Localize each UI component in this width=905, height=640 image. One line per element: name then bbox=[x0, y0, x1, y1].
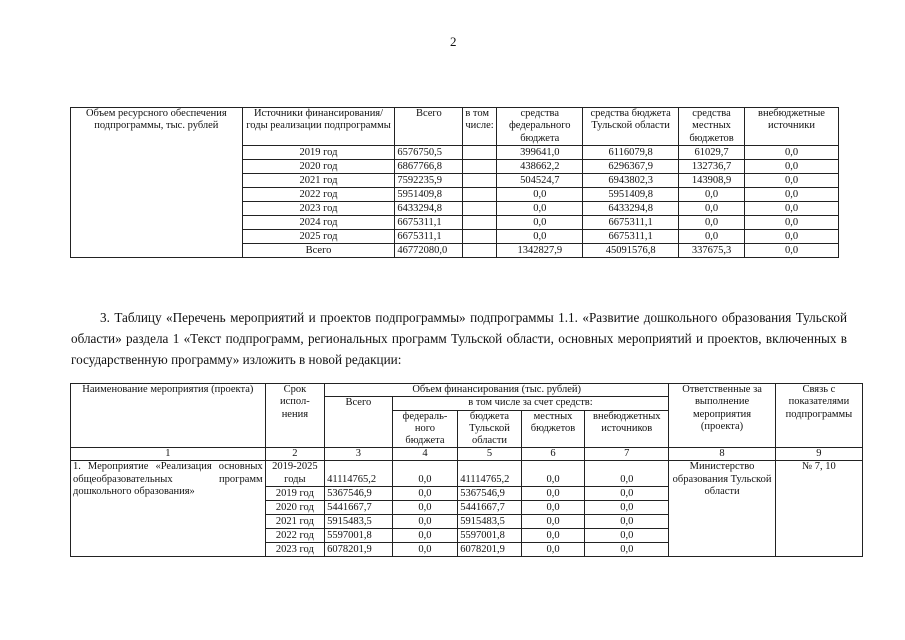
regional-cell: 5951409,8 bbox=[583, 187, 679, 201]
column-number: 8 bbox=[669, 448, 776, 461]
regional-cell: 6675311,1 bbox=[583, 229, 679, 243]
column-number: 2 bbox=[265, 448, 324, 461]
federal-cell: 1342827,9 bbox=[497, 243, 583, 257]
column-number: 3 bbox=[325, 448, 393, 461]
header-funding: Объем финансирования (тыс. рублей) bbox=[325, 384, 669, 397]
local-cell: 0,0 bbox=[521, 529, 585, 543]
extra-cell: 0,0 bbox=[745, 229, 839, 243]
empty-cell bbox=[463, 229, 497, 243]
total-cell: 6867766,8 bbox=[395, 159, 463, 173]
link-cell: № 7, 10 bbox=[775, 461, 862, 557]
column-number: 9 bbox=[775, 448, 862, 461]
federal-cell: 438662,2 bbox=[497, 159, 583, 173]
year-cell: 2023 год bbox=[242, 201, 395, 215]
local-cell: 0,0 bbox=[679, 215, 745, 229]
federal-cell: 0,0 bbox=[497, 229, 583, 243]
term-cell: 2021 год bbox=[265, 515, 324, 529]
extra-cell: 0,0 bbox=[745, 187, 839, 201]
page-number: 2 bbox=[450, 34, 457, 49]
resource-table bbox=[70, 107, 839, 258]
header-incl: в том числе: bbox=[463, 108, 497, 146]
federal-cell: 0,0 bbox=[392, 501, 458, 515]
local-cell: 0,0 bbox=[521, 543, 585, 557]
empty-cell bbox=[463, 201, 497, 215]
extra-cell: 0,0 bbox=[745, 201, 839, 215]
total-cell: 5597001,8 bbox=[325, 529, 393, 543]
header-name: Наименование мероприятия (проекта) bbox=[71, 384, 266, 448]
regional-cell: 45091576,8 bbox=[583, 243, 679, 257]
empty-cell bbox=[463, 173, 497, 187]
table-row bbox=[71, 461, 863, 487]
extra-cell: 0,0 bbox=[745, 145, 839, 159]
year-cell: 2020 год bbox=[242, 159, 395, 173]
local-cell: 0,0 bbox=[679, 187, 745, 201]
extra-cell: 0,0 bbox=[585, 515, 669, 529]
total-cell: 5441667,7 bbox=[325, 501, 393, 515]
local-cell: 0,0 bbox=[679, 229, 745, 243]
column-numbers-row bbox=[71, 448, 863, 461]
total-cell: 41114765,2 bbox=[325, 461, 393, 487]
header-responsible: Ответственные за выполнение мероприятия (проекта) bbox=[669, 384, 776, 448]
header-extra: внебюджетных источников bbox=[585, 410, 669, 448]
empty-cell bbox=[463, 187, 497, 201]
event-name-cell: 1. Мероприятие «Реализация основных общеобразовательных программ дошкольного образования» bbox=[71, 461, 266, 557]
year-cell: 2024 год bbox=[242, 215, 395, 229]
column-number: 7 bbox=[585, 448, 669, 461]
federal-cell: 399641,0 bbox=[497, 145, 583, 159]
empty-cell bbox=[463, 215, 497, 229]
federal-cell: 0,0 bbox=[392, 487, 458, 501]
regional-cell: 5441667,7 bbox=[458, 501, 522, 515]
extra-cell: 0,0 bbox=[745, 243, 839, 257]
header-regional: средства бюджета Тульской области bbox=[583, 108, 679, 146]
federal-cell: 0,0 bbox=[497, 201, 583, 215]
term-cell: 2023 год bbox=[265, 543, 324, 557]
extra-cell: 0,0 bbox=[745, 159, 839, 173]
extra-cell: 0,0 bbox=[585, 543, 669, 557]
resource-table-header bbox=[71, 108, 839, 146]
local-cell: 132736,7 bbox=[679, 159, 745, 173]
local-cell: 0,0 bbox=[679, 201, 745, 215]
column-number: 6 bbox=[521, 448, 585, 461]
events-table bbox=[70, 383, 863, 557]
header-sources: Источники финансирования/годы реализации подпрограммы bbox=[242, 108, 395, 146]
header-total: Всего bbox=[325, 397, 393, 448]
header-extra: внебюджетные источники bbox=[745, 108, 839, 146]
federal-cell: 0,0 bbox=[497, 187, 583, 201]
year-cell: 2022 год bbox=[242, 187, 395, 201]
responsible-cell: Министерство образования Тульской области bbox=[669, 461, 776, 557]
total-cell: 6078201,9 bbox=[325, 543, 393, 557]
header-link: Связь с показателями подпрограммы bbox=[775, 384, 862, 448]
total-cell: 7592235,9 bbox=[395, 173, 463, 187]
federal-cell: 0,0 bbox=[497, 215, 583, 229]
total-cell: 6576750,5 bbox=[395, 145, 463, 159]
total-cell: 6675311,1 bbox=[395, 229, 463, 243]
total-cell: 5367546,9 bbox=[325, 487, 393, 501]
regional-cell: 6296367,9 bbox=[583, 159, 679, 173]
header-incl: в том числе за счет средств: bbox=[392, 397, 669, 410]
regional-cell: 6943802,3 bbox=[583, 173, 679, 187]
header-federal: средства федерального бюджета bbox=[497, 108, 583, 146]
federal-cell: 504524,7 bbox=[497, 173, 583, 187]
local-cell: 0,0 bbox=[521, 501, 585, 515]
federal-cell: 0,0 bbox=[392, 461, 458, 487]
regional-cell: 6433294,8 bbox=[583, 201, 679, 215]
extra-cell: 0,0 bbox=[585, 461, 669, 487]
local-cell: 61029,7 bbox=[679, 145, 745, 159]
header-local: местных бюджетов bbox=[521, 410, 585, 448]
regional-cell: 5367546,9 bbox=[458, 487, 522, 501]
regional-cell: 6675311,1 bbox=[583, 215, 679, 229]
empty-cell bbox=[463, 145, 497, 159]
empty-cell bbox=[463, 243, 497, 257]
total-cell: 5951409,8 bbox=[395, 187, 463, 201]
regional-cell: 6078201,9 bbox=[458, 543, 522, 557]
header-federal: федераль-ного бюджета bbox=[392, 410, 458, 448]
federal-cell: 0,0 bbox=[392, 515, 458, 529]
local-cell: 0,0 bbox=[521, 461, 585, 487]
total-cell: 5915483,5 bbox=[325, 515, 393, 529]
column-number: 5 bbox=[458, 448, 522, 461]
total-cell: 6675311,1 bbox=[395, 215, 463, 229]
extra-cell: 0,0 bbox=[745, 215, 839, 229]
term-cell: 2019-2025 годы bbox=[265, 461, 324, 487]
term-cell: 2020 год bbox=[265, 501, 324, 515]
header-regional: бюджета Тульской области bbox=[458, 410, 522, 448]
local-cell: 0,0 bbox=[521, 515, 585, 529]
header-local: средства местных бюджетов bbox=[679, 108, 745, 146]
column-number: 4 bbox=[392, 448, 458, 461]
total-cell: 46772080,0 bbox=[395, 243, 463, 257]
local-cell: 143908,9 bbox=[679, 173, 745, 187]
header-term: Срок испол-нения bbox=[265, 384, 324, 448]
events-header-row-1 bbox=[71, 384, 863, 397]
year-cell: 2021 год bbox=[242, 173, 395, 187]
year-cell: Всего bbox=[242, 243, 395, 257]
regional-cell: 5915483,5 bbox=[458, 515, 522, 529]
year-cell: 2019 год bbox=[242, 145, 395, 159]
regional-cell: 5597001,8 bbox=[458, 529, 522, 543]
term-cell: 2019 год bbox=[265, 487, 324, 501]
local-cell: 0,0 bbox=[521, 487, 585, 501]
year-cell: 2025 год bbox=[242, 229, 395, 243]
resource-label: Объем ресурсного обеспечения подпрограммы, тыс. рублей bbox=[71, 108, 243, 258]
extra-cell: 0,0 bbox=[585, 529, 669, 543]
extra-cell: 0,0 bbox=[745, 173, 839, 187]
header-total: Всего bbox=[395, 108, 463, 146]
federal-cell: 0,0 bbox=[392, 543, 458, 557]
empty-cell bbox=[463, 159, 497, 173]
total-cell: 6433294,8 bbox=[395, 201, 463, 215]
extra-cell: 0,0 bbox=[585, 501, 669, 515]
federal-cell: 0,0 bbox=[392, 529, 458, 543]
extra-cell: 0,0 bbox=[585, 487, 669, 501]
column-number: 1 bbox=[71, 448, 266, 461]
regional-cell: 6116079,8 bbox=[583, 145, 679, 159]
instruction-paragraph: 3. Таблицу «Перечень мероприятий и проектов подпрограммы» подпрограммы 1.1. «Развитие дошкольного образования Тульской области» раздела 1 «Текст подпрограмм, региональных программ Тульской области, основных мероприятий и проектов, включенных в государственную программу» изложить в новой редакции: bbox=[71, 310, 847, 367]
local-cell: 337675,3 bbox=[679, 243, 745, 257]
term-cell: 2022 год bbox=[265, 529, 324, 543]
regional-cell: 41114765,2 bbox=[458, 461, 522, 487]
